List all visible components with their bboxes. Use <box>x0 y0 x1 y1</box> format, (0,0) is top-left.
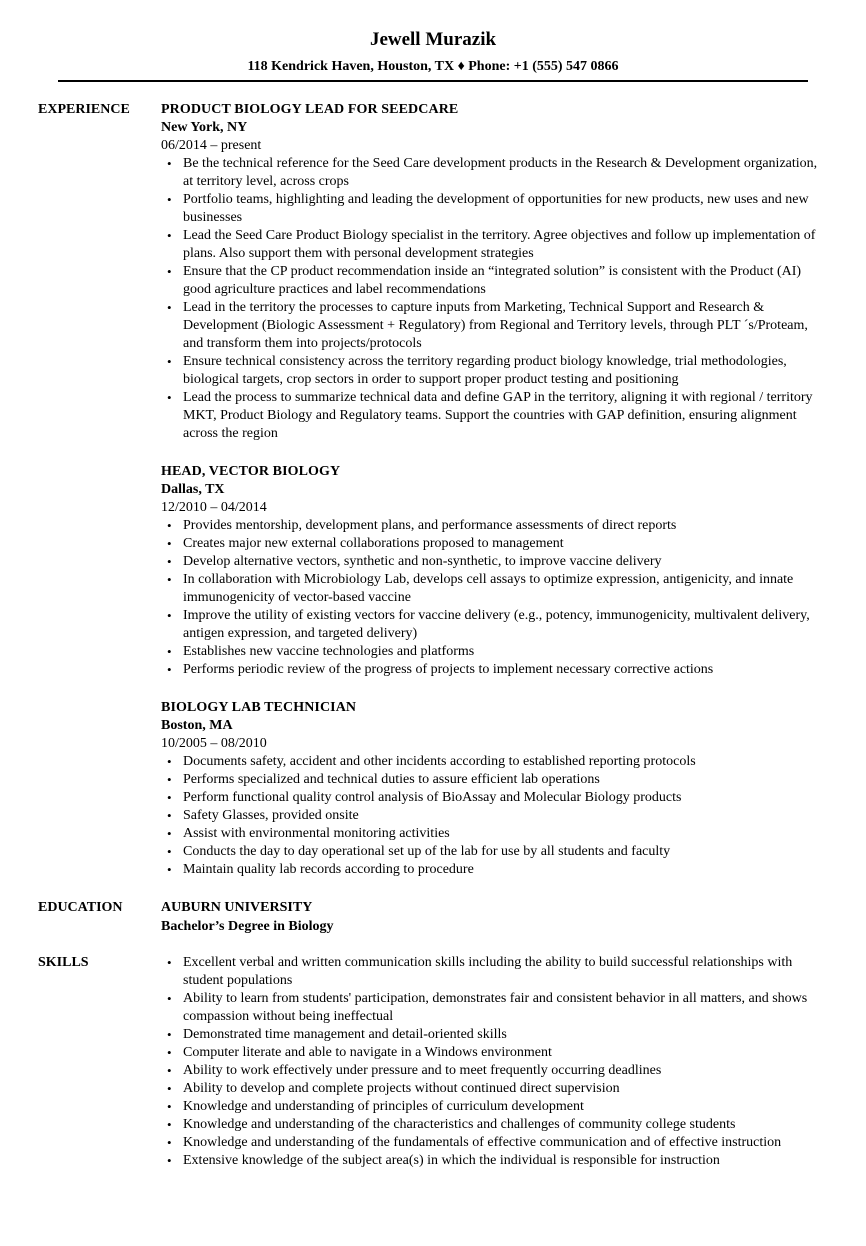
skills-body <box>161 954 821 1170</box>
job-title: PRODUCT BIOLOGY LEAD FOR SEEDCARE <box>161 102 459 117</box>
job-duty: • Be the technical reference for the Seed Care development products in the Research & Development organization, at territory level, across crops <box>161 155 821 191</box>
skills-heading: SKILLS <box>38 955 89 970</box>
job-duty: • Perform functional quality control analysis of BioAssay and Molecular Biology products <box>161 789 821 807</box>
job-duty: • Assist with environmental monitoring activities <box>161 825 821 843</box>
job-duty: • Improve the utility of existing vectors for vaccine delivery (e.g., potency, immunogenicity, multivalent delivery, antigen expression, and targeted delivery) <box>161 607 821 643</box>
skill-item: • Demonstrated time management and detail-oriented skills <box>161 1026 821 1044</box>
job-duty: • Safety Glasses, provided onsite <box>161 807 821 825</box>
job-duty: • In collaboration with Microbiology Lab, develops cell assays to optimize expression, antigenicity, and innate immunogenicity of vector-based vaccine <box>161 571 821 607</box>
skills-section <box>0 954 866 1170</box>
resume-header <box>0 28 866 76</box>
skill-item: • Knowledge and understanding of the fundamentals of effective communication and of effective instruction <box>161 1134 821 1152</box>
job-entry <box>161 101 821 443</box>
job-duty: • Performs periodic review of the progress of projects to implement necessary corrective actions <box>161 661 821 679</box>
skill-item: • Ability to learn from students' participation, demonstrates fair and consistent behavior in all matters, and shows compassion without being ineffectual <box>161 990 821 1026</box>
skill-item: • Knowledge and understanding of principles of curriculum development <box>161 1098 821 1116</box>
job-duty: • Lead in the territory the processes to capture inputs from Marketing, Technical Support and Research & Development (Biologic Assessment + Regulatory) from Regional and Territory levels, through PLT ´s/Proteam, and transform them into projects/protocols <box>161 299 821 353</box>
job-location: Boston, MA <box>161 718 233 733</box>
job-entry <box>161 699 821 879</box>
job-title: BIOLOGY LAB TECHNICIAN <box>161 700 357 715</box>
job-duty: • Ensure that the CP product recommendation inside an “integrated solution” is consistent with the Product (AI) good agriculture practices and label recommendations <box>161 263 821 299</box>
job-location: Dallas, TX <box>161 482 225 497</box>
skill-item: • Ability to develop and complete projects without continued direct supervision <box>161 1080 821 1098</box>
job-entry <box>161 463 821 679</box>
job-duty: • Portfolio teams, highlighting and leading the development of opportunities for new products, new uses and new businesses <box>161 191 821 227</box>
skill-item: • Excellent verbal and written communication skills including the ability to build successful relationships with student populations <box>161 954 821 990</box>
job-duties-list <box>161 753 821 879</box>
education-heading: EDUCATION <box>38 900 123 915</box>
experience-body <box>161 101 821 879</box>
education-body <box>161 899 821 937</box>
job-duty: • Maintain quality lab records according to procedure <box>161 861 821 879</box>
job-duty: • Establishes new vaccine technologies and platforms <box>161 643 821 661</box>
job-location: New York, NY <box>161 120 248 135</box>
experience-section <box>0 101 866 879</box>
job-duty: • Creates major new external collaborations proposed to management <box>161 535 821 553</box>
job-duties-list <box>161 517 821 679</box>
experience-heading: EXPERIENCE <box>38 102 130 117</box>
candidate-name: Jewell Murazik <box>369 29 497 50</box>
job-dates: 12/2010 – 04/2014 <box>161 500 267 515</box>
job-duty: • Documents safety, accident and other incidents according to established reporting protocols <box>161 753 821 771</box>
skill-item: • Extensive knowledge of the subject area(s) in which the individual is responsible for instruction <box>161 1152 821 1170</box>
job-duty: • Develop alternative vectors, synthetic and non-synthetic, to improve vaccine delivery <box>161 553 821 571</box>
job-duty: • Lead the Seed Care Product Biology specialist in the territory. Agree objectives and follow up implementation of plans. Also support them with personal development strategies <box>161 227 821 263</box>
job-duty: • Ensure technical consistency across the territory regarding product biology knowledge, trial methodologies, biological targets, crop sectors in order to support proper product testing and positioning <box>161 353 821 389</box>
job-title: HEAD, VECTOR BIOLOGY <box>161 464 341 479</box>
skill-item: • Computer literate and able to navigate in a Windows environment <box>161 1044 821 1062</box>
job-dates: 10/2005 – 08/2010 <box>161 736 267 751</box>
job-duty: • Lead the process to summarize technical data and define GAP in the territory, aligning it with regional / territory MKT, Product Biology and Regulatory teams. Support the countries with GAP definition, ensuring alignment across the region <box>161 389 821 443</box>
job-duty: • Provides mentorship, development plans, and performance assessments of direct reports <box>161 517 821 535</box>
resume-content <box>0 101 866 1170</box>
skill-item: • Ability to work effectively under pressure and to meet frequently occurring deadlines <box>161 1062 821 1080</box>
education-section <box>0 899 866 937</box>
skill-item: • Knowledge and understanding of the characteristics and challenges of community college students <box>161 1116 821 1134</box>
header-divider <box>58 80 808 82</box>
job-dates: 06/2014 – present <box>161 138 262 153</box>
degree: Bachelor’s Degree in Biology <box>161 919 334 934</box>
school-name: AUBURN UNIVERSITY <box>161 900 313 915</box>
skills-list <box>161 954 821 1170</box>
contact-line: 118 Kendrick Haven, Houston, TX ♦ Phone: +1 (555) 547 0866 <box>247 59 619 74</box>
job-duties-list <box>161 155 821 443</box>
job-duty: • Conducts the day to day operational set up of the lab for use by all students and faculty <box>161 843 821 861</box>
job-duty: • Performs specialized and technical duties to assure efficient lab operations <box>161 771 821 789</box>
